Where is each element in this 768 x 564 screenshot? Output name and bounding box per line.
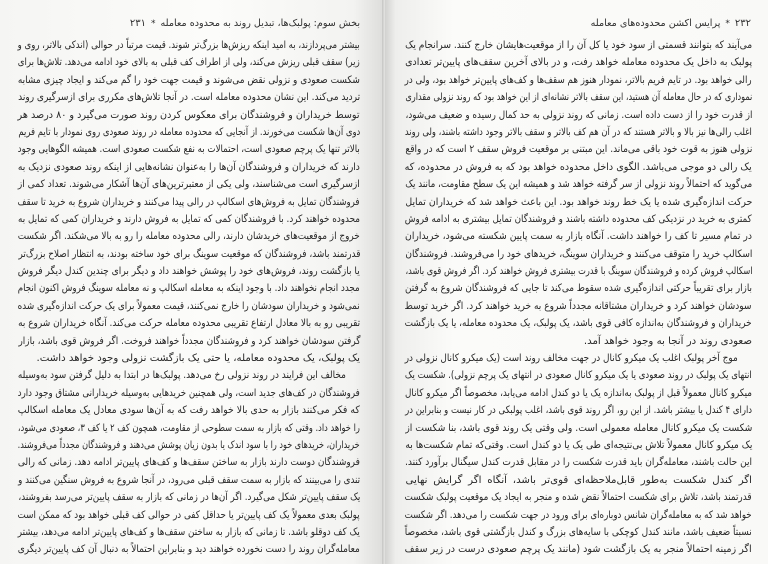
line-text: دارند که خریداران و فروشندگان آن‌ها را به‌عنوان نشانه‌هایی از اینکه روند صعودی نزدیک به — [17, 161, 360, 173]
text-line — [405, 437, 752, 454]
line-text: خواهد شد که به معامله‌گران شانس دوباره‌ای برای ورود در جهت شکست را می‌دهد. اگر شکست — [404, 509, 752, 521]
text-line — [405, 507, 752, 524]
text-line — [18, 367, 360, 384]
line-text: حرکت اندازه‌گیری شده یا یک خط روند خواهد بود. این باعث خواهد شد که خریداران تمایل — [405, 196, 752, 208]
line-text: یک پولبک، یک محدوده معامله، یا حتی یک بازگشت نزولی وجود خواهد داشت. — [36, 353, 360, 365]
line-text: اسکالپ خرید را متوقف می‌کنند و خریداران سوینگ، خریدهای خود را می‌فروشند. فروشندگان — [404, 248, 752, 260]
text-line — [405, 159, 752, 176]
text-line — [405, 107, 752, 124]
line-text: یا بازگشت روند، فروش‌های خود را پوشش خواهند داد و دیگر برای چندین کندل دیگر فروش — [18, 266, 360, 278]
line-text: قدرتمند باشد، تلاش برای شکست احتمالاً نقض شده و منجر به ایجاد یک موقعیت پولبک شکست — [405, 492, 752, 504]
text-line — [405, 472, 752, 489]
text-line — [405, 54, 752, 71]
text-line — [18, 315, 360, 332]
text-line — [405, 246, 752, 263]
line-text: بیشتر می‌پردازند، به امید اینکه ریزش‌ها بزرگ‌تر شوند. قیمت مرتباً در حوالی (اندکی بالاتر، روی و — [18, 40, 360, 51]
line-text: محدوده خواهند کرد. با فروشندگان کمی که تمایل به فروش دارند و خریداران کمی که تمایل به — [18, 213, 360, 225]
text-line — [18, 194, 360, 211]
line-text: اغلب رالی‌ها نیز بالا و بالاتر هستند که در آن هم کف بالاتر و سقف بالاتر وجود داشته باشند، ولی روند — [405, 126, 752, 138]
line-text: فروشندگان دوست دارند بازار به ساختن سقف‌ها و کف‌های پایین‌تر ادامه دهد. زمانی که رالی — [17, 457, 360, 469]
page-number: ۲۳۲ — [734, 18, 751, 29]
text-line — [18, 454, 360, 471]
running-header — [130, 17, 360, 31]
text-line — [18, 402, 360, 419]
line-text: در تمام مسیر تا کف را خواهند داشت. آنگاه بازار به سمت پایین شکسته می‌شود، خریداران — [405, 231, 752, 243]
text-line — [18, 420, 360, 437]
line-text: توسط خریداران و فروشندگان برای معکوس کردن روند صورت می‌گیرد و ۸۰ درصد هر — [18, 109, 360, 121]
text-line — [405, 541, 752, 558]
line-text: اگر زمینه احتمالاً منجر به یک بازگشت شود (مانند یک پرچم صعودی درست در زیر سقف — [405, 544, 752, 556]
line-text: از قدرت خود را از دست داده است. زمانی که روند نزولی به حد کمال رسیده و ضعیف می‌شود، — [404, 109, 752, 121]
line-text: مخالف این فرایند در روند نزولی رخ می‌دهد. پولبک‌ها در ابتدا به دلیل گرفتن سود به‌وسیله — [18, 370, 346, 382]
line-text: پولبک بعدی معمولاً یک کف پایین‌تر یا حداقل کفی در حوالی کف قبلی خواهد بود که ممکن است — [17, 509, 360, 521]
text-line — [405, 315, 752, 332]
text-line — [405, 350, 752, 367]
line-text: رالی خواهد بود. در تایم فریم بالاتر، نمودار هنوز هم سقف‌ها و کف‌های پایین‌تر خواهد بود، ولی در — [405, 74, 752, 86]
line-text: این حالت باشند، معامله‌گران باید قدرت شکست را در مقابل قدرت کندل سیگنال برآورد کنند. — [404, 457, 752, 469]
text-line — [405, 333, 752, 350]
line-text: نمی‌شود و خریداران سودشان را خارج نمی‌کنند، قیمت معمولاً برای یک حرکت اندازه‌گیری شده — [17, 300, 360, 312]
text-line — [18, 72, 360, 89]
line-text: فروشندگان تمایل به فروش‌های اسکالپ در رالی پیدا می‌کنند و خریداران شروع به خرید تا سقف — [17, 196, 360, 208]
line-text: نزولی هنوز به قوت خود باقی می‌ماند. این مبتنی بر موقعیت فروش سقف ۲ است که در واقع — [404, 144, 752, 156]
text-line — [18, 124, 360, 141]
line-text: زیر) سقف قبلی ریزش می‌کند، ولی از اطراف کف قبلی به بالای خود ادامه می‌دهد. تلاش‌ها برای — [18, 57, 360, 69]
line-text: شکست یک میکرو کانال معامله معمولی است. ولی وقتی یک روند قوی باشد، بنا شکست از — [405, 422, 752, 434]
line-text: یک سقف پایین‌تر شکل می‌گیرد. اگر آن‌ها در زمانی که بازار به سقف پایین‌تر می‌رسد بفروشند، — [18, 492, 360, 504]
text-line — [405, 420, 752, 437]
line-text: فروشندگان در کف‌های جدید است، ولی همچنین خریدهایی به‌وسیله خریدارانی مشتاق وجود دارد — [17, 387, 360, 399]
text-line — [405, 124, 752, 141]
line-text: خریداران، خریدهای خود را با سود اندک یا بدون زیان پوشش می‌دهند و فروشندگان مجدداً می‌فروشند. — [18, 439, 360, 451]
line-text: میکرو کانال معمولاً قبل از پولبک به‌اندازه یک یا دو کندل ادامه می‌یابد، مخصوصاً اگر میکرو کانال — [405, 387, 752, 399]
running-header — [591, 17, 751, 31]
paragraph — [18, 37, 360, 367]
line-text: دوی آن‌ها شکست می‌خورند. از آنجایی که محدوده معامله در روند صعودی روی نمودار با تایم فریم — [18, 126, 360, 138]
text-line — [405, 489, 752, 506]
text-line — [405, 385, 752, 402]
line-text: بالاتر تنها یک پرچم صعودی است، احتمالات به نفع شکست صعودی است. همیشه الگوهایی وجود — [17, 144, 360, 156]
header-title: بخش سوم: پولبک‌ها، تبدیل روند به محدوده معامله — [160, 18, 360, 29]
text-line — [405, 280, 752, 297]
line-text: یک میکرو کانال معمولاً تلاش بی‌نتیجه‌ای طی یک یا دو کندل است. وقتی‌که تمام شکست‌ها به — [404, 439, 752, 451]
text-line — [405, 194, 752, 211]
line-text: یک رالی دو موجی می‌باشد. الگوی داخل محدوده خواهد بود که به فروش در محدوده، که — [405, 161, 752, 173]
line-text: می‌آیند که بتوانند قسمتی از سود خود یا کل آن را از موقعیت‌هایشان خارج کنند. سرانجام یک — [405, 40, 752, 51]
line-text: بازار برای تقریباً حرکتی اندازه‌گیری شده سقوط می‌کند تا جایی که فروشندگان شروع به گرفتن — [405, 283, 752, 295]
text-line — [18, 159, 360, 176]
text-line — [18, 507, 360, 524]
text-line — [18, 89, 360, 106]
line-text: پولبک به داخل یک محدوده معامله خواهد رفت، و در بالای آخرین سقف‌های پایین‌تر تعدادی — [405, 57, 752, 69]
text-line — [18, 541, 360, 558]
line-text: خروج از موقعیت‌های خریدشان دارند، رالی محدوده معامله را رو به بالا می‌شکند. اگر شکست — [18, 231, 360, 243]
text-line — [18, 333, 360, 350]
text-line — [405, 37, 752, 54]
left-page-text — [18, 37, 360, 559]
line-text: تندی را می‌بینند که بازار به سمت سقف قبلی می‌رود، در آنجا شروع به فروش سنگین می‌کنند و — [18, 474, 360, 486]
text-line — [18, 141, 360, 158]
text-line — [18, 107, 360, 124]
line-text: مجدد انجام نخواهند داد. با وجود اینکه به معامله اسکالپ و نه معامله سوینگ فروش اکنون انجام — [18, 283, 360, 295]
line-text: اسکالپ فروش کرده و فروشندگان سوینگ با قدرت بیشتری فروش خواهند کرد. اگر فروش قوی باشد، — [405, 266, 752, 278]
line-text: قدرتمند باشد، فروشندگان که موقعیت سوینگ برای خود ساخته بودند، به انتظار اصلاح بزرگ‌تر — [18, 248, 360, 260]
line-text: اگر کندل شکست به‌طور قابل‌ملاحظه‌ای قوی‌تر باشد، آنگاه اگر گرایش نهایی — [405, 474, 752, 486]
line-text: خریداران و فروشندگان به‌اندازه کافی قوی باشد، یک پولبک، یک محدوده معامله، یا یک بازگشت — [404, 318, 752, 330]
line-text: تردید می‌کند. این نشان محدوده معامله است. در آنجا تلاش‌های مکرری برای ازسرگیری روند — [18, 92, 360, 104]
text-line — [18, 263, 360, 280]
text-line — [18, 211, 360, 228]
line-text: کمتری به خرید در نزدیکی کف محدوده داشته باشند و فروشندگان تمایل بیشتری به ادامه فروش — [405, 213, 752, 225]
text-line — [405, 298, 752, 315]
text-line — [405, 141, 752, 158]
text-line — [405, 402, 752, 419]
text-line — [18, 437, 360, 454]
paragraph — [405, 37, 752, 350]
line-text: موج آخر پولبک اغلب یک میکرو کانال در جهت مخالف روند است (یک میکرو کانال نزولی در — [404, 353, 738, 365]
header-separator: * — [725, 19, 730, 29]
text-line — [18, 228, 360, 245]
text-line — [405, 211, 752, 228]
paragraph — [405, 350, 752, 559]
line-text: که فکر می‌کنند بازار به حدی بالا خواهد رفت که به آن‌ها سودی معادل یک معامله اسکالپ — [18, 405, 360, 417]
line-text: انتهای یک پولبک در روند صعودی یا یک میکرو کانال صعودی در انتهای یک پرچم نزولی). شکست یک — [405, 370, 752, 382]
book-gutter — [382, 0, 385, 564]
text-line — [18, 489, 360, 506]
line-text: دارای ۴ کندل یا بیشتر باشد. از این رو، اگر روند قوی باشد، اغلب پولبکی در کار نیست و بنابراین در — [405, 405, 752, 417]
text-line — [18, 246, 360, 263]
page-number: ۲۳۱ — [129, 18, 146, 29]
text-line — [18, 54, 360, 71]
text-line — [405, 176, 752, 193]
text-line — [18, 298, 360, 315]
text-line — [18, 524, 360, 541]
line-text: یک کف دوقلو باشد. تا زمانی که بازار به ساختن سقف‌ها و کف‌های پایین‌تر ادامه می‌دهد، بیشتر — [17, 526, 360, 538]
line-text: معامله‌گران روند را دست نخورده خواهند دید و بنابراین احتمالاً به دنبال آن کف پایین‌تر دیگری — [17, 544, 360, 556]
paragraph — [18, 367, 360, 558]
line-text: نموداری که در حال معامله آن هستید، این سقف بالاتر نشانه‌ای از این خواهد بود که روند نزولی مقداری — [405, 92, 752, 104]
line-text: شکست صعودی و نزولی نقض می‌شوند و قیمت جهت خود را گم می‌کند و ایجاد چیزی مشابه — [17, 74, 360, 86]
text-line — [405, 263, 752, 280]
line-text: تقریبی رو به بالا معادل ارتفاع تقریبی محدوده معامله حرکت می‌کند. آنگاه خریداران شروع به — [17, 318, 360, 330]
text-line — [18, 176, 360, 193]
text-line — [18, 350, 360, 367]
header-separator: * — [151, 19, 156, 29]
text-line — [405, 72, 752, 89]
line-text: سودشان خواهند کرد و خریداران مشتاقانه مجدداً شروع به خرید خواهند کرد. اگر خرید توسط — [404, 300, 752, 312]
text-line — [405, 454, 752, 471]
line-text: گرفتن سودشان خواهند کرد و فروشندگان مجدداً خواهند فروخت. اگر فروش قوی باشد، بازار — [18, 335, 360, 347]
text-line — [18, 37, 360, 54]
text-line — [18, 472, 360, 489]
text-line — [18, 280, 360, 297]
text-line — [405, 524, 752, 541]
text-line — [405, 89, 752, 106]
line-text: را خواهد داد. وقتی که بازار به سمت سطوحی از مقاومت، همچون کف ۲ یا کف ۳، صعودی می‌شود، — [17, 422, 361, 434]
line-text: می‌گوید که احتمالاً روند نزولی از سر گرفته خواهد شد و همیشه این یک سطح مقاومت، مانند یک — [405, 179, 752, 191]
header-title: پرایس اکشن محدوده‌های معامله — [590, 18, 721, 29]
text-line — [405, 367, 752, 384]
line-text: صعودی روند در آنجا به وجود خواهد آمد. — [583, 335, 752, 347]
right-page-text — [405, 37, 752, 559]
text-line — [405, 228, 752, 245]
line-text: نسبتاً ضعیف باشد، مانند کندل کوچکی با سایه‌های بزرگ و کندل بازگشتی قوی باشد، مخصوصاً — [405, 526, 752, 538]
text-line — [18, 385, 360, 402]
right-page — [384, 0, 768, 564]
line-text: ازسرگیری است می‌شناسند، ولی یکی از معتبرترین‌های آن‌ها آشکار می‌شوند. تعداد کمی از — [17, 179, 360, 191]
